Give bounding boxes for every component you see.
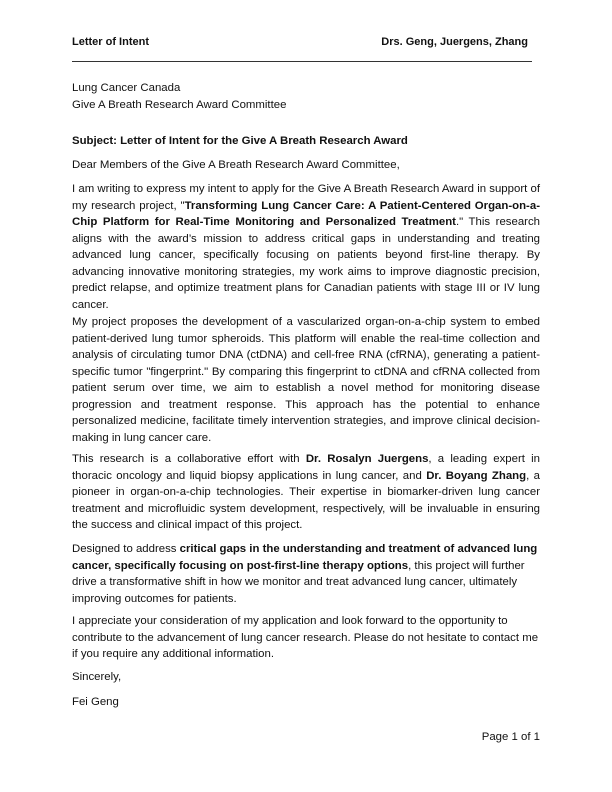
paragraph-1-intro: I am writing to express my intent to apply for the Give A Breath Research Award in support of my research project, "	[72, 183, 540, 212]
paragraph-4	[72, 541, 540, 607]
header-authors: Drs. Geng, Juergens, Zhang	[381, 36, 528, 48]
paragraph-4-emphasis: critical gaps in the understanding and treatment of advanced lung cancer, specifically focusing on post-first-line therapy options	[72, 543, 538, 572]
salutation: Dear Members of the Give A Breath Research Award Committee,	[72, 159, 400, 171]
closing: Sincerely,	[72, 671, 122, 683]
paragraph-1	[72, 181, 540, 313]
paragraph-3	[72, 451, 540, 534]
paragraph-2	[72, 314, 540, 446]
recipient-committee: Give A Breath Research Award Committee	[72, 98, 287, 111]
paragraph-5-text: I appreciate your consideration of my application and look forward to the opportunity to contribute to the advancement of lung cancer research. Please do not hesitate to contact me if you require any additional information.	[72, 615, 539, 660]
header-rule	[72, 61, 532, 62]
paragraph-4-intro: Designed to address	[72, 543, 180, 555]
paragraph-4-body: , this project will further drive a transformative shift in how we monitor and treat advanced lung cancer, ultimately improving outcomes for patients.	[72, 559, 525, 605]
page-number: Page 1 of 1	[481, 731, 540, 743]
recipient-block	[72, 80, 540, 113]
project-title: Transforming Lung Cancer Care: A Patient-Centered Organ-on-a-Chip Platform for Real-Time Monitoring and Personalized Treatment	[72, 199, 540, 228]
collaborator-zhang: Dr. Boyang Zhang	[426, 469, 527, 482]
paragraph-3-body: , a pioneer in organ-on-a-chip technologies. Their expertise in biomarker-driven lung cancer treatment and microfluidic system development, respectively, will be invaluable in ensuring the success and clinical impact of this project.	[72, 469, 540, 531]
paragraph-1-body: ." This research aligns with the award’s mission to address critical gaps in understanding and treating advanced lung cancer, specifically focusing on patients beyond first-line therapy. By advancing innovative monitoring strategies, my work aims to improve diagnostic precision, predict relapse, and optimize treatment plans for Canadian patients with stage III or IV lung cancer.	[72, 216, 540, 311]
subject-line: Subject: Letter of Intent for the Give A Breath Research Award	[72, 135, 408, 147]
paragraph-3-intro: This research is a collaborative effort with	[72, 453, 306, 465]
header-title: Letter of Intent	[72, 36, 149, 48]
signature: Fei Geng	[72, 696, 119, 708]
collaborator-juergens: Dr. Rosalyn Juergens	[305, 453, 429, 465]
paragraph-3-mid: , a leading expert in thoracic oncology and liquid biopsy applications in lung cancer, and	[72, 453, 541, 482]
recipient-organization: Lung Cancer Canada	[72, 82, 181, 94]
paragraph-5	[72, 613, 540, 663]
paragraph-2-text: My project proposes the development of a vascularized organ-on-a-chip system to embed patient-derived lung tumor spheroids. This platform will enable the real-time collection and analysis of circulating tumor DNA (ctDNA) and cell-free RNA (cfRNA), generating a patient-specific tumor "fingerprint." By comparing this fingerprint to ctDNA and cfRNA collected from patient serum over time, we aim to establish a novel method for monitoring disease progression and treatment response. This approach has the potential to enhance personalized medicine, facilitate timely intervention strategies, and improve clinical decision-making in lung cancer care.	[72, 316, 540, 444]
